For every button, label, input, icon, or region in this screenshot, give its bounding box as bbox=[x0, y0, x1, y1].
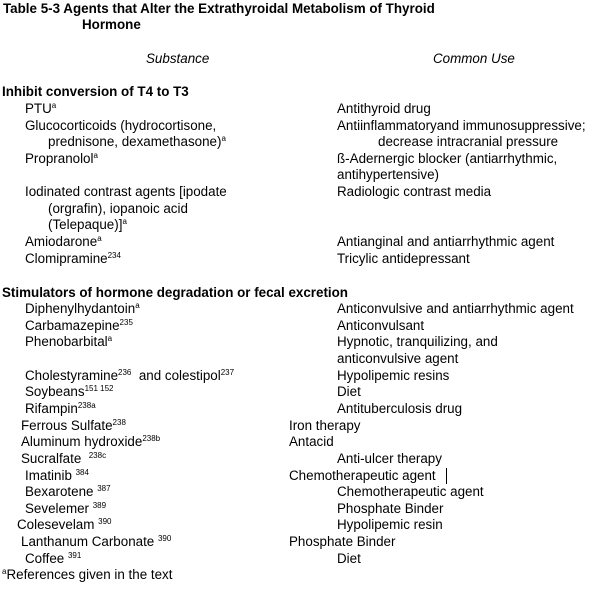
substance-iodinated-line3: (Telepaque)]$^a$ bbox=[48, 217, 127, 232]
use-amiodarone: Antianginal and antiarrhythmic agent bbox=[337, 234, 555, 249]
use-diphenylhydantoin: Anticonvulsive and antiarrhythmic agent bbox=[337, 301, 574, 316]
substance-glucocorticoids-line2: prednisone, dexamethasone)$^a$ bbox=[48, 134, 226, 149]
substance-glucocorticoids-line1: Glucocorticoids (hydrocortisone, bbox=[25, 118, 217, 133]
use-ferrous-sulfate: Iron therapy bbox=[289, 418, 361, 433]
substance-iodinated-line1: Iodinated contrast agents [ipodate bbox=[25, 184, 227, 199]
use-rifampin: Antituberculosis drug bbox=[337, 401, 463, 416]
use-coffee: Diet bbox=[337, 551, 361, 566]
use-propranolol-line1: ß-Adernergic blocker (antiarrhythmic, bbox=[337, 151, 558, 166]
substance-lanthanum-carbonate: Lanthanum Carbonate $^{390}$ bbox=[21, 534, 172, 549]
substance-coffee: Coffee $^{391}$ bbox=[25, 551, 82, 566]
substance-amiodarone: Amiodarone$^a$ bbox=[25, 234, 102, 249]
use-clomipramine: Tricylic antidepressant bbox=[337, 251, 470, 266]
use-glucocorticoids-line2: decrease intracranial pressure bbox=[378, 134, 559, 149]
section-heading-inhibit-conversion: Inhibit conversion of T4 to T3 bbox=[2, 84, 189, 99]
use-aluminum-hydroxide: Antacid bbox=[289, 434, 334, 449]
use-sevelemer: Phosphate Binder bbox=[337, 501, 444, 516]
substance-clomipramine: Clomipramine$^{234}$ bbox=[25, 251, 121, 266]
substance-ptu: PTU$^a$ bbox=[25, 101, 57, 116]
use-sucralfate: Anti-ulcer therapy bbox=[337, 451, 442, 466]
substance-rifampin: Rifampin$^{238a}$ bbox=[25, 401, 96, 416]
substance-diphenylhydantoin: Diphenylhydantoin$^a$ bbox=[25, 301, 140, 316]
substance-propranolol: Propranolol$^a$ bbox=[25, 151, 98, 166]
footnote: $^a$References given in the text bbox=[2, 567, 173, 582]
substance-sevelemer: Sevelemer $^{389}$ bbox=[25, 501, 107, 516]
table-title-line1: Table 5-3 Agents that Alter the Extrathyroidal Metabolism of Thyroid bbox=[3, 1, 435, 16]
column-header-substance: Substance bbox=[146, 51, 210, 66]
section-heading-stimulators: Stimulators of hormone degradation or fecal excretion bbox=[2, 285, 348, 300]
substance-aluminum-hydroxide: Aluminum hydroxide$^{238b}$ bbox=[21, 434, 161, 449]
use-colesevelam: Hypolipemic resin bbox=[337, 517, 443, 532]
use-imatinib: Chemotherapeutic agent bbox=[289, 468, 436, 483]
use-lanthanum-carbonate: Phosphate Binder bbox=[289, 534, 396, 549]
use-bexarotene: Chemotherapeutic agent bbox=[337, 484, 484, 499]
column-header-common-use: Common Use bbox=[433, 51, 515, 66]
substance-cholestyramine: Cholestyramine$^{236}$ and colestipol$^{237}$ bbox=[25, 368, 235, 383]
substance-iodinated-line2: (orgrafin), iopanoic acid bbox=[48, 201, 188, 216]
use-phenobarbital-line1: Hypnotic, tranquilizing, and bbox=[337, 334, 498, 349]
substance-phenobarbital: Phenobarbital$^a$ bbox=[25, 334, 113, 349]
use-soybeans: Diet bbox=[337, 384, 361, 399]
substance-imatinib: Imatinib $^{384}$ bbox=[25, 468, 89, 483]
use-ptu: Antithyroid drug bbox=[337, 101, 431, 116]
use-glucocorticoids-line1: Antiinflammatoryand immunosuppressive; bbox=[337, 118, 586, 133]
table-title-line2: Hormone bbox=[82, 17, 141, 32]
substance-soybeans: Soybeans$^{151 152}$ bbox=[25, 384, 114, 399]
use-phenobarbital-line2: anticonvulsive agent bbox=[337, 351, 459, 366]
text-cursor bbox=[446, 468, 447, 484]
substance-colesevelam: Colesevelam $^{390}$ bbox=[17, 517, 112, 532]
substance-ferrous-sulfate: Ferrous Sulfate$^{238}$ bbox=[21, 418, 126, 433]
use-propranolol-line2: antihypertensive) bbox=[337, 167, 439, 182]
use-carbamazepine: Anticonvulsant bbox=[337, 318, 425, 333]
substance-carbamazepine: Carbamazepine$^{235}$ bbox=[25, 318, 133, 333]
substance-sucralfate: Sucralfate $^{238c}$ bbox=[21, 451, 107, 466]
use-iodinated: Radiologic contrast media bbox=[337, 184, 492, 199]
substance-bexarotene: Bexarotene $^{387}$ bbox=[25, 484, 111, 499]
use-cholestyramine: Hypolipemic resins bbox=[337, 368, 450, 383]
